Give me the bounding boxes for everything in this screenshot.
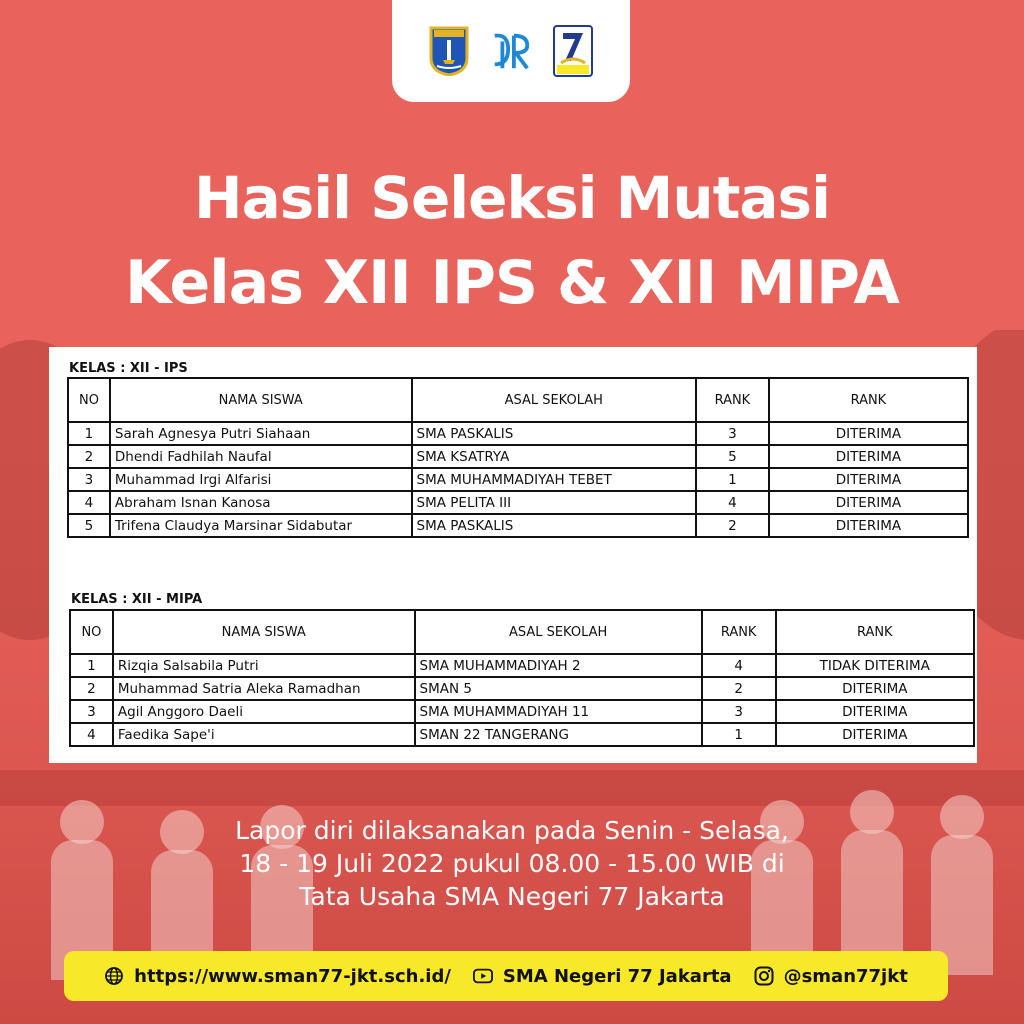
ips-results-table [67, 377, 969, 538]
cell-no: 4 [68, 491, 110, 514]
table-row [68, 468, 968, 491]
table-row [68, 491, 968, 514]
table-row [70, 723, 974, 746]
ips-class-label: KELAS : XII - IPS [69, 361, 188, 376]
table-row [70, 677, 974, 700]
info-line-3: Tata Usaha SMA Negeri 77 Jakarta [299, 882, 725, 911]
report-schedule-info [0, 814, 1024, 913]
instagram-handle: @sman77jkt [783, 965, 908, 987]
info-line-2: 18 - 19 Juli 2022 pukul 08.00 - 15.00 WIB di [239, 849, 785, 878]
cell-no: 3 [70, 700, 113, 723]
header-asal-sekolah: ASAL SEKOLAH [412, 378, 696, 422]
cell-asal: SMA PASKALIS [412, 514, 696, 537]
cell-no: 3 [68, 468, 110, 491]
mipa-results-table [69, 609, 975, 747]
header-status: RANK [769, 378, 968, 422]
cell-no: 1 [68, 422, 110, 445]
globe-icon [104, 966, 124, 986]
cell-status: DITERIMA [769, 491, 968, 514]
cell-asal: SMA MUHAMMADIYAH TEBET [412, 468, 696, 491]
mipa-class-label: KELAS : XII - MIPA [71, 592, 203, 607]
cell-nama: Agil Anggoro Daeli [113, 700, 415, 723]
header-no: NO [70, 610, 113, 654]
header-rank: RANK [696, 378, 769, 422]
cell-status: DITERIMA [776, 700, 974, 723]
cell-rank: 1 [696, 468, 769, 491]
table-row [68, 445, 968, 468]
cell-no: 2 [68, 445, 110, 468]
page-title-line-2: Kelas XII IPS & XII MIPA [125, 248, 899, 318]
cell-status: DITERIMA [769, 422, 968, 445]
cell-asal: SMAN 5 [415, 677, 702, 700]
youtube-link[interactable] [473, 966, 732, 987]
cell-asal: SMA MUHAMMADIYAH 2 [415, 654, 702, 677]
cell-nama: Trifena Claudya Marsinar Sidabutar [110, 514, 412, 537]
table-row [70, 654, 974, 677]
cell-rank: 2 [696, 514, 769, 537]
cell-rank: 4 [702, 654, 776, 677]
cell-rank: 2 [702, 677, 776, 700]
cell-nama: Abraham Isnan Kanosa [110, 491, 412, 514]
cell-nama: Faedika Sape'i [113, 723, 415, 746]
results-document [49, 347, 977, 763]
cell-no: 5 [68, 514, 110, 537]
disdik-logo [489, 25, 533, 77]
cell-rank: 5 [696, 445, 769, 468]
website-url: https://www.sman77-jkt.sch.id/ [134, 965, 451, 987]
cell-nama: Muhammad Irgi Alfarisi [110, 468, 412, 491]
cell-status: DITERIMA [776, 677, 974, 700]
header-nama-siswa: NAMA SISWA [113, 610, 415, 654]
cell-rank: 1 [702, 723, 776, 746]
cell-status: DITERIMA [769, 445, 968, 468]
cell-asal: SMA PELITA III [412, 491, 696, 514]
cell-no: 1 [70, 654, 113, 677]
cell-asal: SMA PASKALIS [412, 422, 696, 445]
youtube-icon [473, 966, 493, 986]
cell-asal: SMA KSATRYA [412, 445, 696, 468]
cell-status: DITERIMA [769, 468, 968, 491]
table-row [70, 700, 974, 723]
header-no: NO [68, 378, 110, 422]
cell-asal: SMAN 22 TANGERANG [415, 723, 702, 746]
info-line-1: Lapor diri dilaksanakan pada Senin - Selasa, [235, 816, 789, 845]
website-link[interactable] [104, 966, 451, 987]
cell-nama: Muhammad Satria Aleka Ramadhan [113, 677, 415, 700]
cell-rank: 3 [696, 422, 769, 445]
sman77-logo [551, 25, 595, 77]
logo-card [392, 0, 630, 102]
instagram-link[interactable] [754, 966, 908, 987]
header-asal-sekolah: ASAL SEKOLAH [415, 610, 702, 654]
table-header-row [68, 378, 968, 422]
cell-status: TIDAK DITERIMA [776, 654, 974, 677]
table-row [68, 514, 968, 537]
header-status: RANK [776, 610, 974, 654]
cell-nama: Rizqia Salsabila Putri [113, 654, 415, 677]
cell-no: 4 [70, 723, 113, 746]
header-nama-siswa: NAMA SISWA [110, 378, 412, 422]
table-row [68, 422, 968, 445]
youtube-channel: SMA Negeri 77 Jakarta [502, 965, 732, 987]
jakarta-emblem-logo [427, 25, 471, 77]
cell-asal: SMA MUHAMMADIYAH 11 [415, 700, 702, 723]
table-header-row [70, 610, 974, 654]
footer-contact-bar [64, 951, 948, 1001]
cell-no: 2 [70, 677, 113, 700]
page-title-line-1: Hasil Seleksi Mutasi [194, 164, 830, 232]
cell-nama: Dhendi Fadhilah Naufal [110, 445, 412, 468]
cell-rank: 4 [696, 491, 769, 514]
instagram-icon [754, 966, 774, 986]
cell-status: DITERIMA [776, 723, 974, 746]
header-rank: RANK [702, 610, 776, 654]
cell-rank: 3 [702, 700, 776, 723]
cell-nama: Sarah Agnesya Putri Siahaan [110, 422, 412, 445]
cell-status: DITERIMA [769, 514, 968, 537]
